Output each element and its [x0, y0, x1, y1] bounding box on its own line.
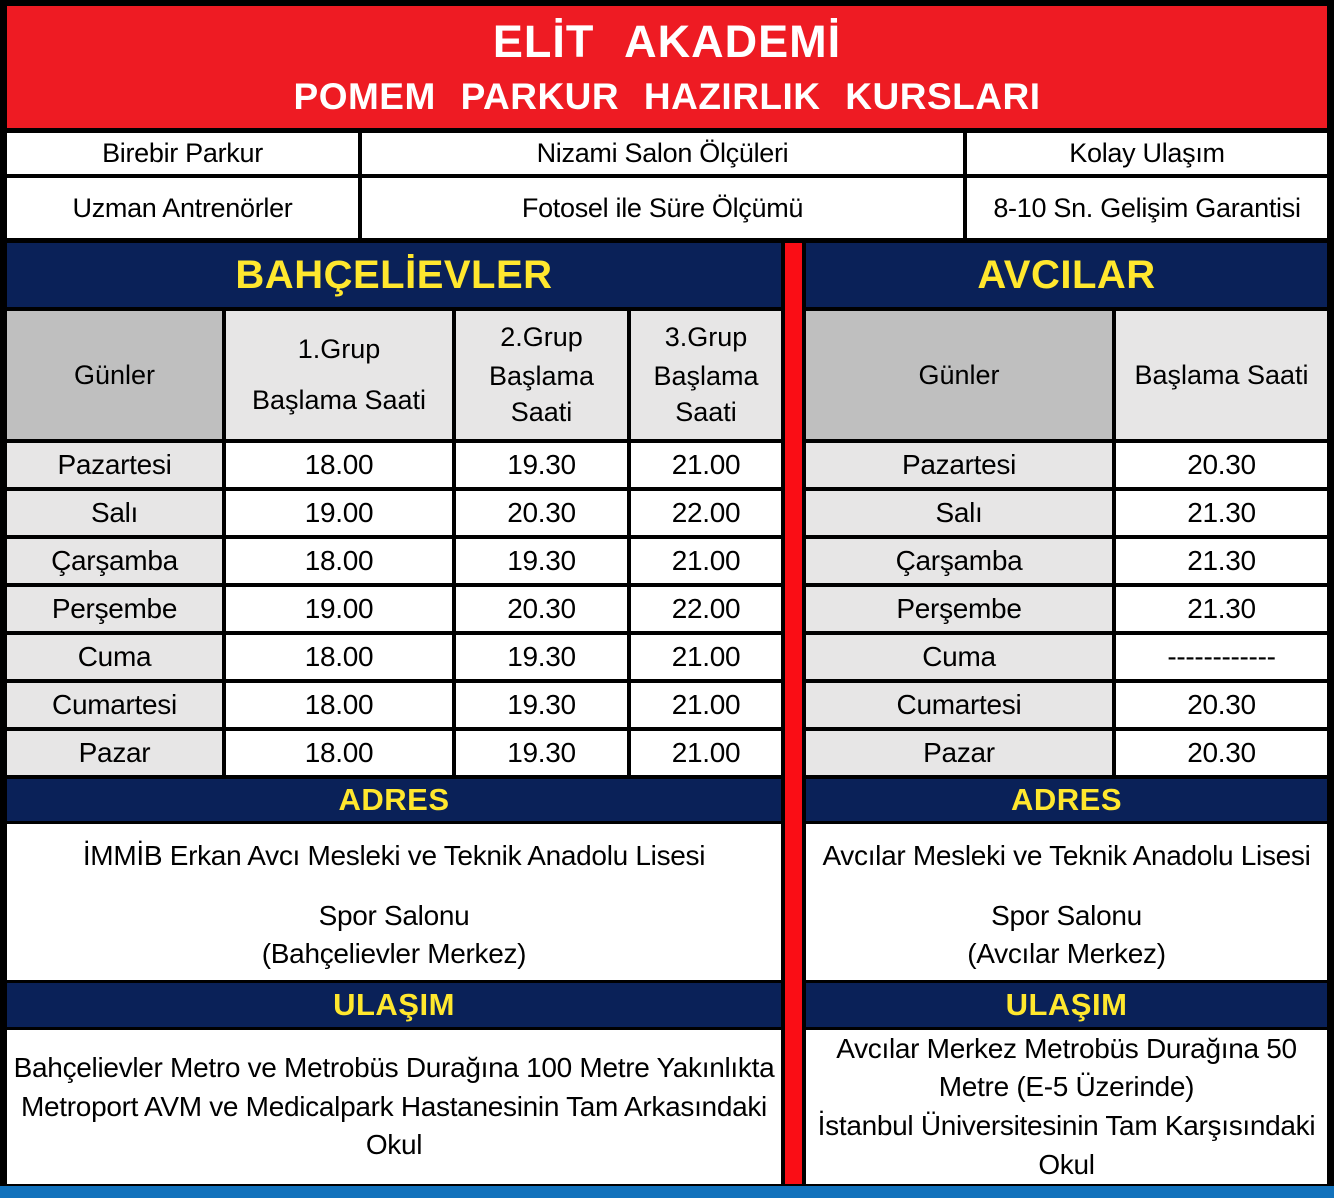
section-avcilar: [802, 243, 1327, 1184]
time-cell: 21.30: [1116, 491, 1327, 535]
day-cell: Pazar: [7, 731, 222, 775]
bahcelievler-table-header: [7, 311, 781, 439]
table-row: [7, 539, 781, 583]
time-cell: 19.30: [456, 731, 627, 775]
day-cell: Perşembe: [7, 587, 222, 631]
time-cell: 20.30: [456, 587, 627, 631]
transport-line: Metroport AVM ve Medicalpark Hastanesinin Tam Arkasındaki Okul: [21, 1090, 767, 1161]
group3-column-header: [631, 311, 781, 439]
table-row: [7, 683, 781, 727]
time-cell: 19.30: [456, 443, 627, 487]
day-cell: Cumartesi: [806, 683, 1112, 727]
table-row: [7, 491, 781, 535]
adres-bar: [806, 779, 1327, 821]
adres-bar: [7, 779, 781, 821]
address-block: [7, 824, 781, 980]
day-cell: Salı: [806, 491, 1112, 535]
transport-block: [806, 1030, 1327, 1184]
avcilar-header: [806, 243, 1327, 307]
ulasim-label: ULAŞIM: [333, 987, 455, 1022]
address-line: İMMİB Erkan Avcı Mesleki ve Teknik Anadolu Lisesi: [82, 840, 706, 871]
ulasim-label: ULAŞIM: [1005, 987, 1128, 1022]
time-cell: 21.00: [631, 731, 781, 775]
time-cell: 21.00: [631, 635, 781, 679]
table-row: [806, 539, 1327, 583]
transport-line: Bahçelievler Metro ve Metrobüs Durağına 100 Metre Yakınlıkta: [13, 1052, 775, 1084]
time-cell: 19.30: [456, 539, 627, 583]
avcilar-title: AVCILAR: [977, 252, 1156, 297]
day-cell: Çarşamba: [806, 539, 1112, 583]
group1-column-header: [226, 311, 452, 439]
transport-block: [7, 1030, 781, 1184]
ulasim-bar: [7, 983, 781, 1027]
section-bahcelievler: [7, 243, 785, 1184]
day-cell: Pazartesi: [7, 443, 222, 487]
time-cell: 21.00: [631, 539, 781, 583]
time-column-header: Başlama Saati: [1116, 311, 1327, 439]
feature-fotosel: Fotosel ile Süre Ölçümü: [362, 178, 963, 238]
day-cell: Pazar: [806, 731, 1112, 775]
day-cell: Cuma: [7, 635, 222, 679]
transport-line: Avcılar Merkez Metrobüs Durağına 50 Metre (E-5 Üzerinde): [836, 1032, 1297, 1103]
address-line: Avcılar Mesleki ve Teknik Anadolu Lisesi: [822, 840, 1311, 871]
group1-sub: Başlama Saati: [251, 385, 427, 416]
time-cell: 21.00: [631, 443, 781, 487]
table-row: [7, 635, 781, 679]
time-cell: 22.00: [631, 491, 781, 535]
banner: [7, 6, 1327, 128]
group2-sub: Başlama Saati: [488, 360, 595, 428]
time-cell: ------------: [1116, 635, 1327, 679]
table-row: [806, 635, 1327, 679]
table-row: [806, 731, 1327, 775]
address-line: (Avcılar Merkez): [967, 938, 1166, 969]
address-line: Spor Salonu: [991, 900, 1142, 931]
time-cell: 21.30: [1116, 539, 1327, 583]
footer-blue-bar: [0, 1186, 1334, 1198]
day-cell: Pazartesi: [806, 443, 1112, 487]
time-cell: 20.30: [1116, 683, 1327, 727]
bahcelievler-header: [7, 243, 781, 307]
main-area: [7, 243, 1327, 1184]
time-cell: 20.30: [1116, 443, 1327, 487]
time-cell: 20.30: [456, 491, 627, 535]
group2-column-header: [456, 311, 627, 439]
feature-kolay-ulasim: Kolay Ulaşım: [967, 133, 1327, 174]
ulasim-bar: [806, 983, 1327, 1027]
days-column-header: Günler: [7, 311, 222, 439]
table-row: [806, 683, 1327, 727]
time-cell: 22.00: [631, 587, 781, 631]
feature-gelisim-garantisi: 8-10 Sn. Gelişim Garantisi: [967, 178, 1327, 238]
feature-uzman-antrenorler: Uzman Antrenörler: [7, 178, 358, 238]
adres-label: ADRES: [1010, 782, 1122, 817]
day-cell: Cuma: [806, 635, 1112, 679]
table-row: [7, 587, 781, 631]
table-row: [7, 731, 781, 775]
time-cell: 20.30: [1116, 731, 1327, 775]
group2-name: 2.Grup: [500, 322, 583, 353]
time-cell: 19.00: [226, 491, 452, 535]
adres-label: ADRES: [338, 782, 450, 817]
time-cell: 19.30: [456, 683, 627, 727]
group3-sub: Başlama Saati: [653, 360, 759, 428]
day-cell: Cumartesi: [7, 683, 222, 727]
day-cell: Perşembe: [806, 587, 1112, 631]
time-cell: 19.30: [456, 635, 627, 679]
feature-grid: [7, 133, 1327, 238]
banner-subtitle: POMEM PARKUR HAZIRLIK KURSLARI: [293, 76, 1041, 117]
table-row: [7, 443, 781, 487]
group3-name: 3.Grup: [664, 322, 748, 353]
time-cell: 18.00: [226, 539, 452, 583]
time-cell: 21.00: [631, 683, 781, 727]
red-divider: [785, 243, 802, 1184]
day-cell: Salı: [7, 491, 222, 535]
transport-line: İstanbul Üniversitesinin Tam Karşısındaki Okul: [817, 1110, 1316, 1180]
time-cell: 18.00: [226, 443, 452, 487]
days-column-header: Günler: [806, 311, 1112, 439]
table-row: [806, 587, 1327, 631]
group1-name: 1.Grup: [297, 334, 381, 365]
banner-title: ELİT AKADEMİ: [492, 16, 842, 67]
time-cell: 18.00: [226, 731, 452, 775]
address-line: Spor Salonu: [318, 900, 470, 931]
table-row: [806, 491, 1327, 535]
address-block: [806, 824, 1327, 980]
time-cell: 19.00: [226, 587, 452, 631]
day-cell: Çarşamba: [7, 539, 222, 583]
bahcelievler-title: BAHÇELİEVLER: [235, 252, 553, 297]
avcilar-table-header: [806, 311, 1327, 439]
address-line: (Bahçelievler Merkez): [261, 938, 527, 969]
time-cell: 18.00: [226, 683, 452, 727]
time-cell: 21.30: [1116, 587, 1327, 631]
table-row: [806, 443, 1327, 487]
time-cell: 18.00: [226, 635, 452, 679]
feature-birebir-parkur: Birebir Parkur: [7, 133, 358, 174]
feature-nizami-salon: Nizami Salon Ölçüleri: [362, 133, 963, 174]
